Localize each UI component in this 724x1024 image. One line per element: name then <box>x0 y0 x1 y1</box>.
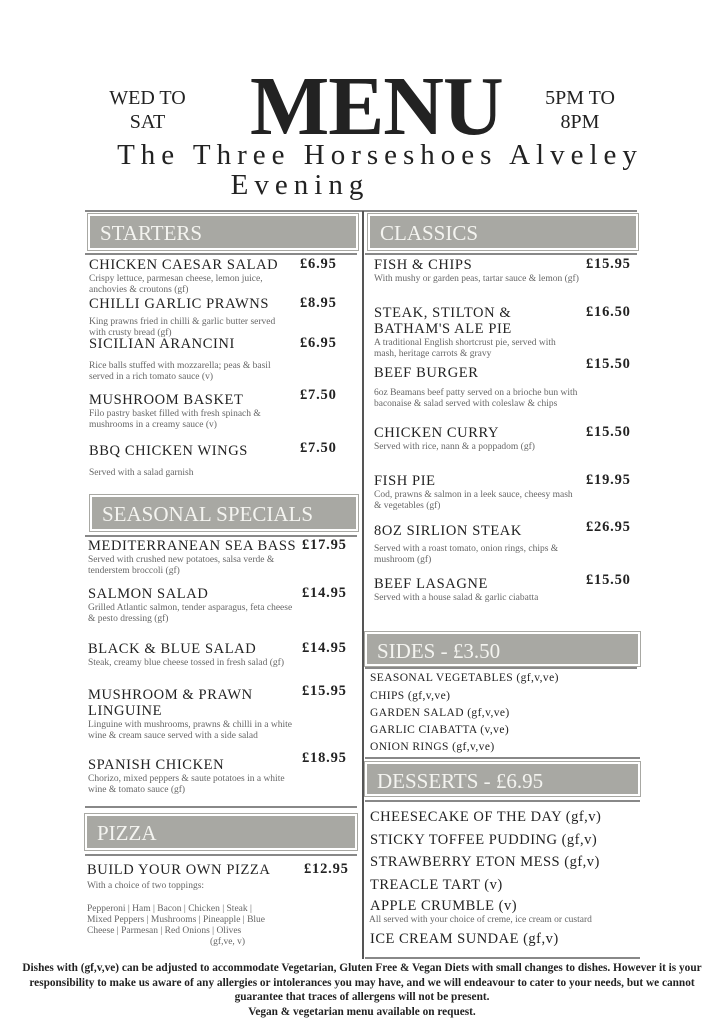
classics-item <box>374 523 579 566</box>
classics-item <box>374 365 579 410</box>
opening-times: 5PM TO 8PM <box>545 87 615 133</box>
column-divider <box>362 211 364 959</box>
pizza-toppings-diet: (gf,ve, v) <box>210 937 246 947</box>
item-name: BBQ CHICKEN WINGS <box>89 443 248 459</box>
divider <box>365 800 640 802</box>
divider <box>85 854 357 856</box>
item-name: BEEF BURGER <box>374 365 479 381</box>
item-price: £12.95 <box>304 861 349 877</box>
item-price: £16.50 <box>586 304 631 320</box>
item-price: £7.50 <box>300 387 337 403</box>
classics-item <box>374 425 579 453</box>
item-name: 8OZ SIRLION STEAK <box>374 523 522 539</box>
item-description: King prawns fried in chilli & garlic butter served with crusty bread (gf) <box>89 317 276 338</box>
classics-item <box>374 576 579 604</box>
menu-subtitle: Evening <box>230 169 370 201</box>
item-name: MUSHROOM BASKET <box>89 392 244 408</box>
item-name: MUSHROOM & PRAWN LINGUINE <box>88 687 253 719</box>
divider <box>365 957 640 959</box>
classics-item <box>374 473 579 512</box>
item-description: A traditional English shortcrust pie, served with mash, heritage carrots & gravy <box>374 338 556 359</box>
side-item: SEASONAL VEGETABLES (gf,v,ve) <box>370 672 559 684</box>
item-price: £19.95 <box>586 472 631 488</box>
pizza-item <box>87 862 297 892</box>
vegan-notice: Vegan & vegetarian menu available on request. <box>248 1005 476 1018</box>
pizza-toppings: Pepperoni | Ham | Bacon | Chicken | Steak | Mixed Peppers | Mushrooms | Pineapple | Blue Cheese | Parmesan | Red Onions | Olives <box>87 904 266 936</box>
divider <box>85 210 637 212</box>
starters-item <box>89 392 294 431</box>
item-price: £14.95 <box>302 640 347 656</box>
section-header-pizza: PIZZA <box>85 814 357 850</box>
divider <box>85 806 357 808</box>
divider <box>365 253 637 255</box>
dessert-item: APPLE CRUMBLE (v) <box>370 898 518 914</box>
page-title: MENU <box>250 60 503 153</box>
specials-item <box>88 538 298 577</box>
item-price: £15.95 <box>586 256 631 272</box>
item-description: Cod, prawns & salmon in a leek sauce, cheesy mash & vegetables (gf) <box>374 490 573 511</box>
specials-item <box>88 586 298 625</box>
starters-item <box>89 336 294 383</box>
item-description: With mushy or garden peas, tartar sauce & lemon (gf) <box>374 274 579 284</box>
item-description: Rice balls stuffed with mozzarella; peas & basil served in a rich tomato sauce (v) <box>89 361 271 382</box>
item-description: Filo pastry basket filled with fresh spinach & mushrooms in a creamy sauce (v) <box>89 409 261 430</box>
item-price: £14.95 <box>302 585 347 601</box>
item-price: £6.95 <box>300 256 337 272</box>
specials-item <box>88 641 298 669</box>
item-name: SICILIAN ARANCINI <box>89 336 235 352</box>
item-price: £7.50 <box>300 440 337 456</box>
item-description: Served with a house salad & garlic ciabatta <box>374 593 539 603</box>
item-name: CHICKEN CURRY <box>374 425 500 441</box>
starters-item <box>89 257 294 296</box>
dessert-item: ICE CREAM SUNDAE (gf,v) <box>370 931 559 947</box>
section-header-starters: STARTERS <box>88 214 358 250</box>
side-item: GARDEN SALAD (gf,v,ve) <box>370 707 510 719</box>
side-item: ONION RINGS (gf,v,ve) <box>370 741 495 753</box>
item-price: £26.95 <box>586 519 631 535</box>
item-description: 6oz Beamans beef patty served on a brioche bun with baconaise & salad served with coleslaw & chips <box>374 388 578 409</box>
item-name: FISH & CHIPS <box>374 257 473 273</box>
divider <box>85 253 357 255</box>
dessert-item: STRAWBERRY ETON MESS (gf,v) <box>370 854 600 870</box>
item-price: £18.95 <box>302 750 347 766</box>
item-description: Grilled Atlantic salmon, tender asparagus, feta cheese & pesto dressing (gf) <box>88 603 293 624</box>
item-description: With a choice of two toppings: <box>87 881 205 891</box>
item-price: £8.95 <box>300 295 337 311</box>
starters-item <box>89 296 294 339</box>
specials-item <box>88 687 298 742</box>
item-name: BUILD YOUR OWN PIZZA <box>87 862 271 878</box>
item-description: Served with a roast tomato, onion rings, chips & mushroom (gf) <box>374 544 559 565</box>
item-name: STEAK, STILTON & BATHAM'S ALE PIE <box>374 305 512 337</box>
item-price: £15.50 <box>586 572 631 588</box>
classics-item <box>374 257 579 285</box>
item-price: £15.50 <box>586 424 631 440</box>
item-name: FISH PIE <box>374 473 436 489</box>
classics-item <box>374 305 579 360</box>
section-header-seasonal-specials: SEASONAL SPECIALS <box>90 495 358 531</box>
item-description: Chorizo, mixed peppers & saute potatoes in a white wine & tomato sauce (gf) <box>88 774 285 795</box>
starters-item <box>89 443 294 479</box>
side-item: CHIPS (gf,v,ve) <box>370 690 451 702</box>
item-name: BLACK & BLUE SALAD <box>88 641 257 657</box>
item-price: £15.50 <box>586 356 631 372</box>
item-name: CHILLI GARLIC PRAWNS <box>89 296 270 312</box>
item-description: Steak, creamy blue cheese tossed in fresh salad (gf) <box>88 658 284 668</box>
dessert-item: CHEESECAKE OF THE DAY (gf,v) <box>370 809 602 825</box>
allergy-footer <box>20 961 704 1019</box>
allergy-notice: Dishes with (gf,v,ve) can be adjusted to accommodate Vegetarian, Gluten Free & Vegan Diets with small changes to dishes. However it is your responsibility to make us aware of any allergies or intolerances you may have, and we will endeavour to cater to your needs, but we cannot guarantee that traces of allergens will not be present. <box>22 962 702 1003</box>
item-name: CHICKEN CAESAR SALAD <box>89 257 279 273</box>
specials-item <box>88 757 298 796</box>
item-price: £6.95 <box>300 335 337 351</box>
item-description: Served with crushed new potatoes, salsa verde & tenderstem broccoli (gf) <box>88 555 275 576</box>
section-header-sides: SIDES - £3.50 <box>365 632 640 666</box>
item-description: Served with a salad garnish <box>89 468 194 478</box>
item-name: BEEF LASAGNE <box>374 576 488 592</box>
dessert-item: STICKY TOFFEE PUDDING (gf,v) <box>370 832 598 848</box>
item-description: Served with rice, nann & a poppadom (gf) <box>374 442 535 452</box>
section-header-desserts: DESSERTS - £6.95 <box>365 762 640 796</box>
item-name: MEDITERRANEAN SEA BASS <box>88 538 297 554</box>
item-description: Linguine with mushrooms, prawns & chilli in a white wine & cream sauce served with a side salad <box>88 720 292 741</box>
item-price: £15.95 <box>302 683 347 699</box>
section-header-classics: CLASSICS <box>368 214 638 250</box>
item-price: £17.95 <box>302 537 347 553</box>
opening-days: WED TO SAT <box>109 87 186 133</box>
item-description: Crispy lettuce, parmesan cheese, lemon juice, anchovies & croutons (gf) <box>89 274 263 295</box>
item-name: SPANISH CHICKEN <box>88 757 225 773</box>
venue-name: The Three Horseshoes Alveley <box>117 139 643 171</box>
item-name: SALMON SALAD <box>88 586 209 602</box>
side-item: GARLIC CIABATTA (v,ve) <box>370 724 510 736</box>
divider <box>365 757 640 759</box>
dessert-item: TREACLE TART (v) <box>370 877 503 893</box>
desserts-note: All served with your choice of creme, ice cream or custard <box>369 915 592 925</box>
